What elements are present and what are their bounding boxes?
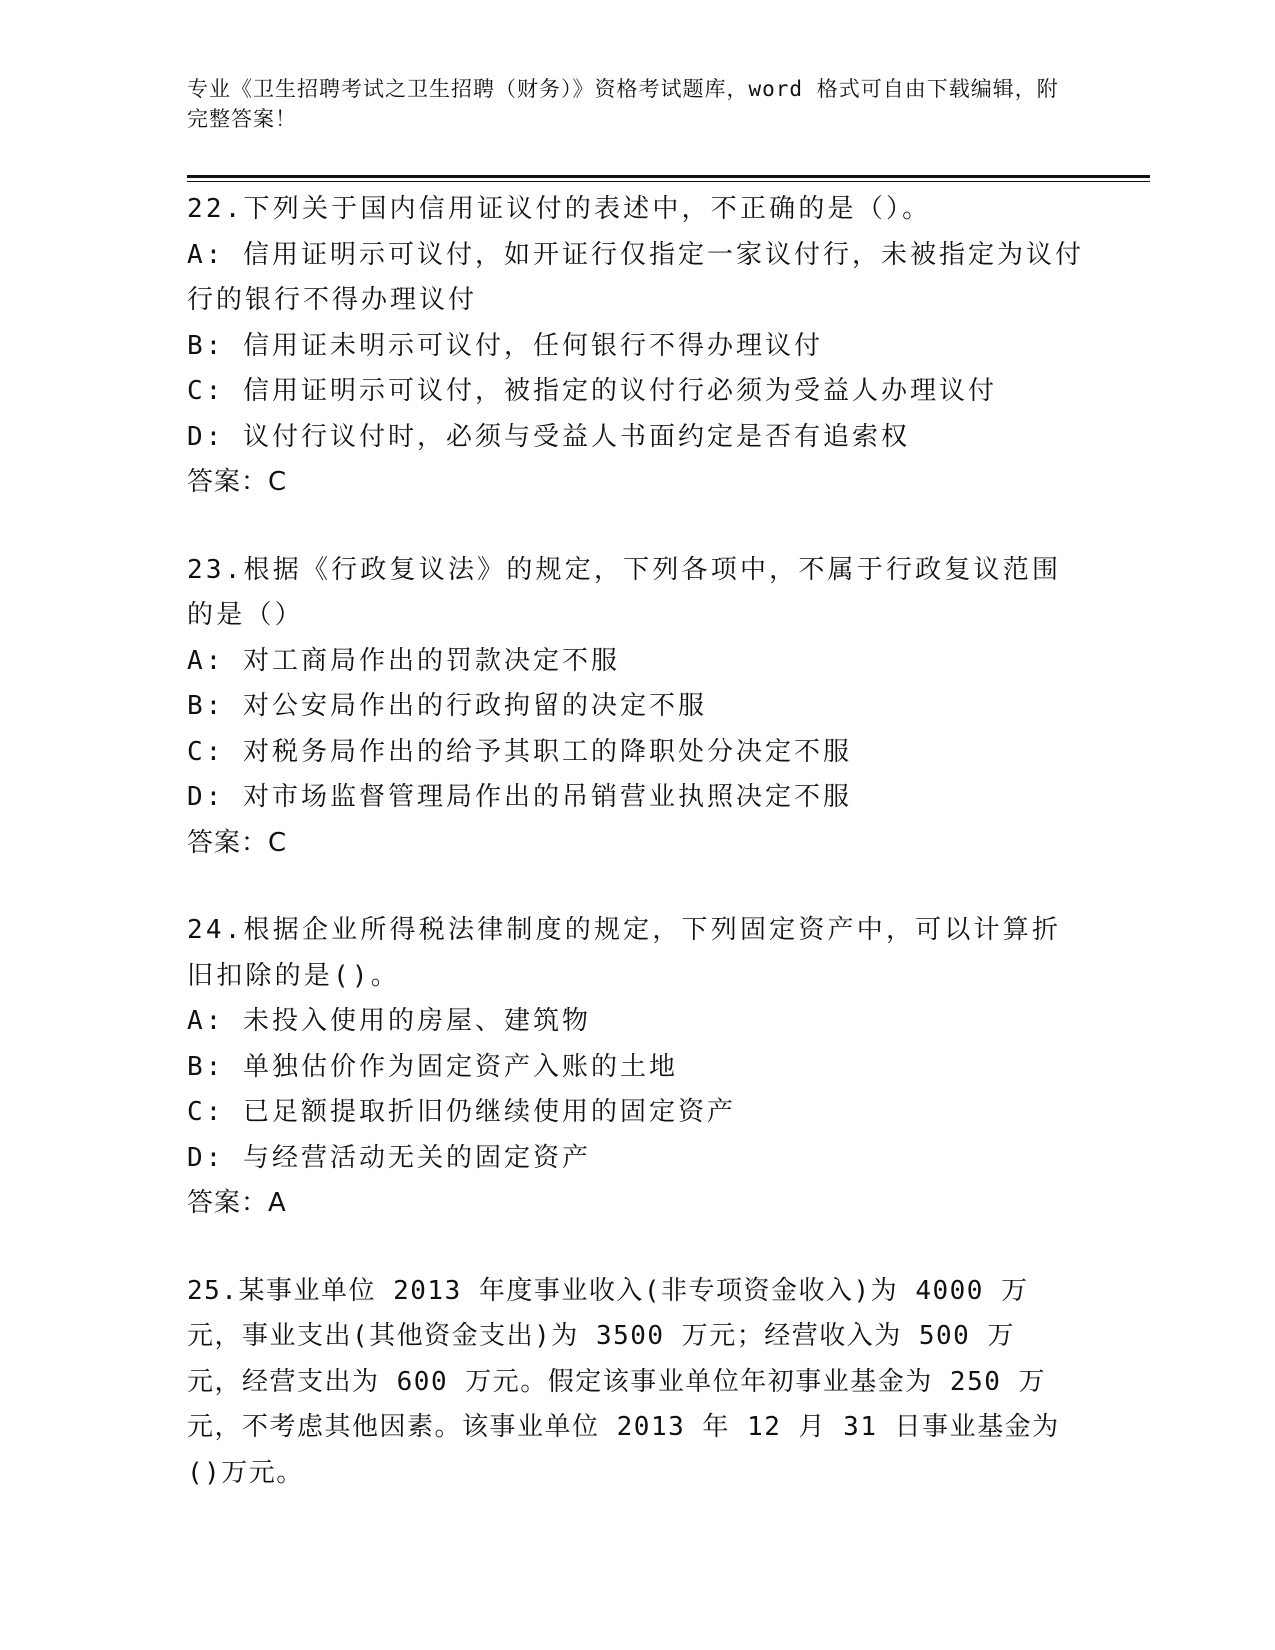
option-a: A: 对工商局作出的罚款决定不服: [187, 645, 620, 676]
option-b: B: 对公安局作出的行政拘留的决定不服: [187, 691, 707, 721]
option-c: C: 信用证明示可议付，被指定的议付行必须为受益人办理议付: [187, 376, 997, 406]
option-c: C: 对税务局作出的给予其职工的降职处分决定不服: [187, 736, 852, 767]
question-stem: 22.下列关于国内信用证议付的表述中，不正确的是（）。: [187, 194, 932, 224]
question-stem: 24.根据企业所得税法律制度的规定，下列固定资产中，可以计算折旧扣除的是()。: [187, 915, 1062, 991]
question-24: [187, 908, 1087, 1227]
answer: 答案：C: [187, 467, 288, 497]
option-d: D: 对市场监督管理局作出的吊销营业执照决定不服: [187, 782, 852, 812]
option-a: A: 未投入使用的房屋、建筑物: [187, 1006, 591, 1036]
question-list: [187, 187, 1087, 1538]
document-intro: 专业《卫生招聘考试之卫生招聘（财务）》资格考试题库，word 格式可自由下载编辑，附完整答案！: [187, 77, 1059, 131]
question-23: [187, 548, 1087, 867]
header-rule-thin: [187, 181, 1150, 182]
answer: 答案：C: [187, 827, 288, 858]
option-d: D: 议付行议付时，必须与受益人书面约定是否有追索权: [187, 421, 910, 452]
answer: 答案：A: [187, 1188, 287, 1218]
header-rule-thick: [187, 175, 1150, 178]
question-stem: 25.某事业单位 2013 年度事业收入(非专项资金收入)为 4000 万元，事业支出(其他资金支出)为 3500 万元；经营收入为 500 万元，经营支出为 600 万元。假定该事业单位年初事业基金为 250 万元，不考虑其他因素。该事业单位 2013 年 12 月 31 日事业基金为()万元。: [187, 1275, 1060, 1488]
option-a: A: 信用证明示可议付，如开证行仅指定一家议付行，未被指定为议付行的银行不得办理议付: [187, 239, 1084, 315]
question-stem: 23.根据《行政复议法》的规定，下列各项中，不属于行政复议范围的是（）: [187, 554, 1062, 630]
option-c: C: 已足额提取折旧仍继续使用的固定资产: [187, 1097, 736, 1127]
option-d: D: 与经营活动无关的固定资产: [187, 1142, 591, 1173]
question-25: [187, 1269, 1087, 1497]
option-b: B: 信用证未明示可议付，任何银行不得办理议付: [187, 330, 823, 361]
question-22: [187, 187, 1087, 506]
option-b: B: 单独估价作为固定资产入账的土地: [187, 1051, 678, 1082]
